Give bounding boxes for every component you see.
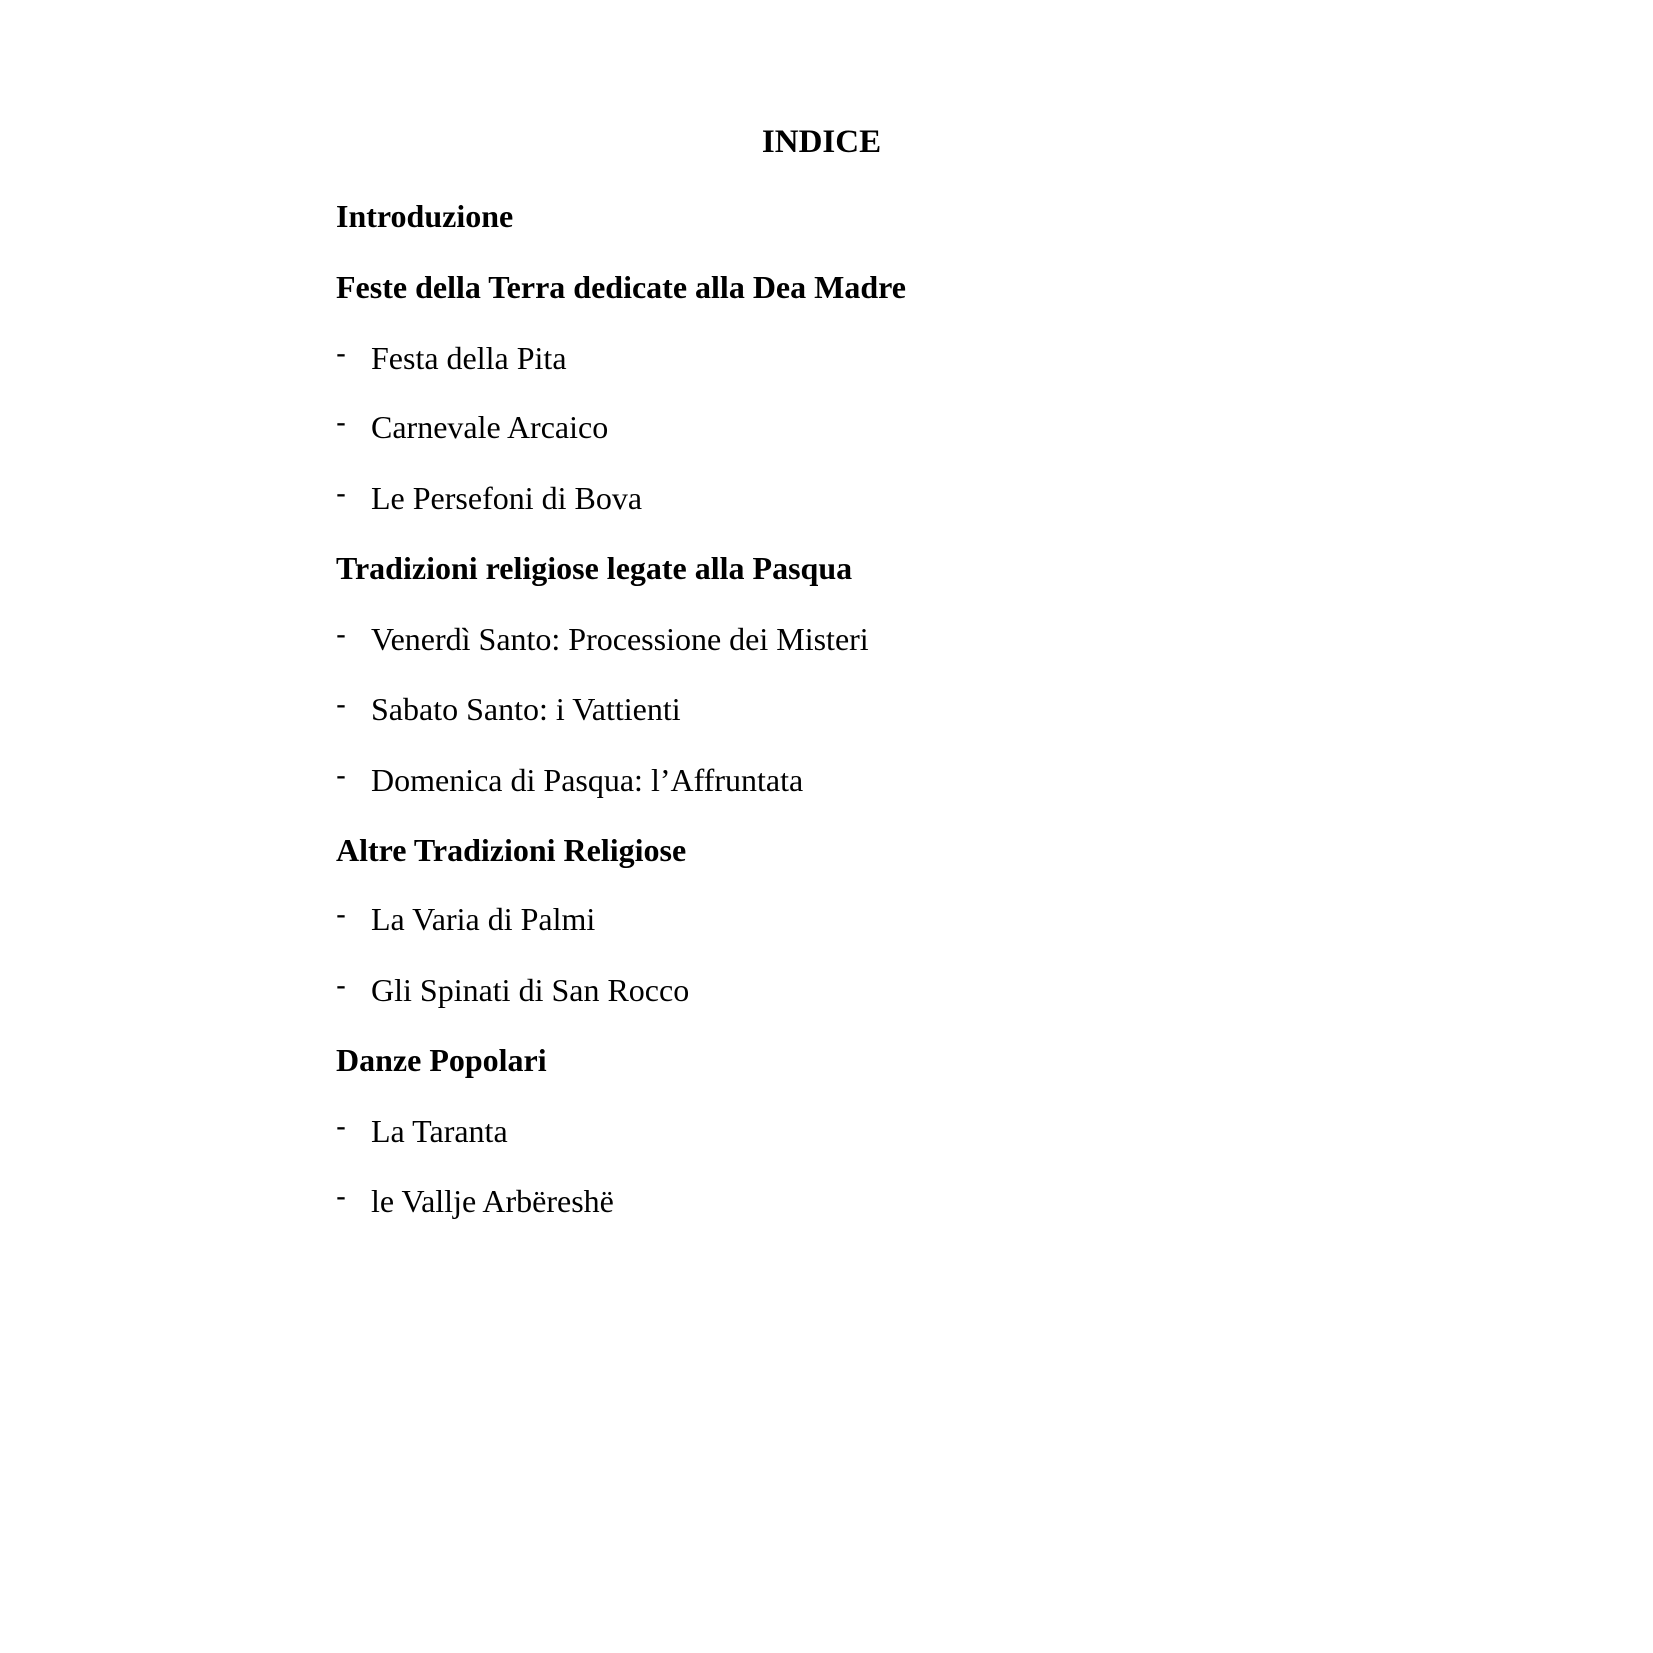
list-item-text: Carnevale Arcaico: [371, 409, 609, 445]
section-heading-feste-della-terra: Feste della Terra dedicate alla Dea Madre: [336, 269, 906, 305]
list-item-text: Domenica di Pasqua: l’Affruntata: [371, 762, 804, 798]
bullet-dash: -: [336, 1110, 346, 1143]
section-heading-tradizioni-pasqua: Tradizioni religiose legate alla Pasqua: [336, 550, 853, 586]
list-item-text: La Varia di Palmi: [371, 901, 596, 937]
bullet-dash: -: [336, 618, 346, 651]
list-item-text: Sabato Santo: i Vattienti: [371, 691, 681, 727]
bullet-dash: -: [336, 759, 346, 792]
list-item-text: Venerdì Santo: Processione dei Misteri: [371, 621, 869, 657]
list-item-text: Gli Spinati di San Rocco: [371, 972, 690, 1008]
bullet-dash: -: [336, 477, 346, 510]
page-title: INDICE: [761, 124, 882, 160]
section-heading-altre-tradizioni: Altre Tradizioni Religiose: [336, 832, 687, 868]
bullet-dash: -: [336, 406, 346, 439]
list-item-text: Le Persefoni di Bova: [371, 480, 643, 516]
bullet-dash: -: [336, 969, 346, 1002]
bullet-dash: -: [336, 1180, 346, 1213]
list-item-text: le Vallje Arbëreshë: [371, 1183, 614, 1219]
bullet-dash: -: [336, 337, 346, 370]
list-item-text: Festa della Pita: [371, 340, 567, 376]
bullet-dash: -: [336, 898, 346, 931]
section-heading-introduzione: Introduzione: [336, 198, 514, 234]
bullet-dash: -: [336, 688, 346, 721]
list-item-text: La Taranta: [371, 1113, 508, 1149]
section-heading-danze-popolari: Danze Popolari: [336, 1042, 547, 1078]
